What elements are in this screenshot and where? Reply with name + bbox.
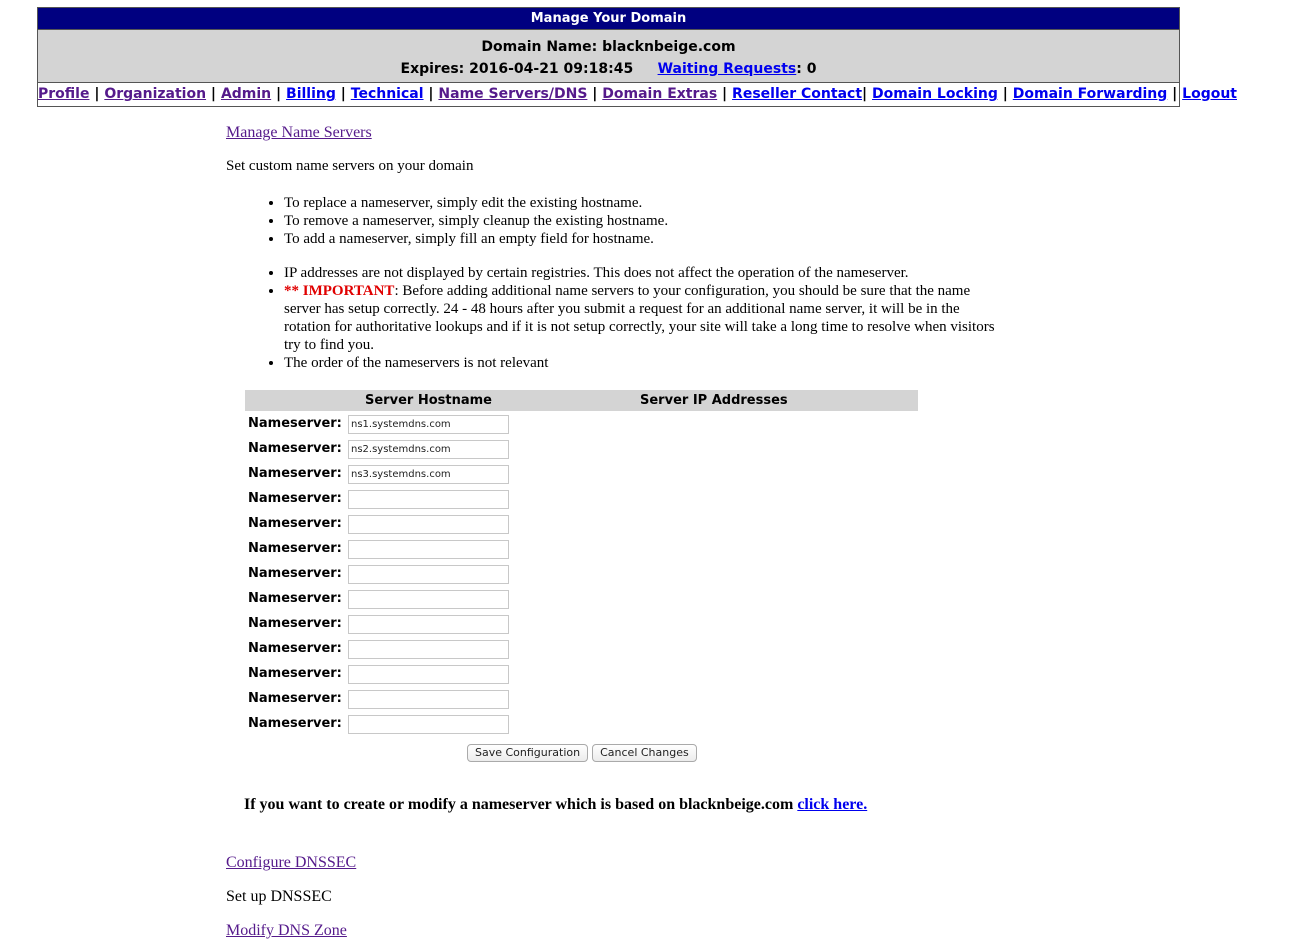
col-server-ip: Server IP Addresses: [640, 393, 788, 408]
important-note: [284, 282, 1004, 354]
domain-info: [38, 30, 1179, 83]
nameserver-hostname-input[interactable]: [348, 615, 509, 634]
instruction-item: • To add a nameserver, simply fill an empty field for hostname.: [284, 230, 1026, 248]
nav-technical[interactable]: Technical: [350, 86, 424, 102]
nav-logout[interactable]: Logout: [1182, 86, 1237, 102]
nameserver-hostname-input[interactable]: [348, 640, 509, 659]
manage-name-servers-link[interactable]: Manage Name Servers: [226, 124, 372, 141]
nameserver-row: [245, 611, 918, 636]
nameserver-hostname-input[interactable]: [348, 515, 509, 534]
main-content: [226, 124, 1026, 372]
nameserver-label: Nameserver:: [248, 641, 342, 656]
nav-domain-locking[interactable]: Domain Locking: [872, 86, 998, 102]
nav-name-servers-dns[interactable]: Name Servers/DNS: [438, 86, 588, 102]
nameserver-hostname-input[interactable]: [348, 415, 509, 434]
nameserver-notes: [226, 264, 1004, 372]
nav-separator: |: [423, 86, 439, 102]
nameserver-label: Nameserver:: [248, 541, 342, 556]
nameserver-label: Nameserver:: [248, 666, 342, 681]
configure-dnssec-link[interactable]: Configure DNSSEC: [226, 854, 357, 871]
nameserver-row: [245, 661, 918, 686]
waiting-requests-link[interactable]: Waiting Requests: [657, 61, 797, 77]
nameserver-label: Nameserver:: [248, 691, 342, 706]
nameserver-label: Nameserver:: [248, 466, 342, 481]
nameserver-hostname-input[interactable]: [348, 665, 509, 684]
nameserver-row: [245, 561, 918, 586]
order-note: • The order of the nameservers is not relevant: [284, 354, 1004, 372]
nameserver-label: Nameserver:: [248, 566, 342, 581]
form-buttons: [467, 741, 701, 762]
nameserver-row: [245, 436, 918, 461]
nameserver-label: Nameserver:: [248, 416, 342, 431]
nav-domain-forwarding[interactable]: Domain Forwarding: [1012, 86, 1168, 102]
ip-note: • IP addresses are not displayed by certain registries. This does not affect the operation of the nameserver.: [284, 264, 1004, 282]
nameserver-row: [245, 536, 918, 561]
dnssec-description: Set up DNSSEC: [226, 888, 332, 905]
save-configuration-button[interactable]: Save Configuration: [467, 744, 588, 762]
nameservers-description: Set custom name servers on your domain: [226, 158, 474, 174]
cancel-changes-button[interactable]: Cancel Changes: [592, 744, 697, 762]
expires-line: Expires: 2016-04-21 09:18:45 Waiting Requests: 0: [400, 61, 817, 77]
nav-reseller-contact[interactable]: Reseller Contact: [732, 86, 863, 102]
nameserver-row: [245, 411, 918, 436]
waiting-requests-count: 0: [806, 61, 817, 77]
nameserver-row: [245, 711, 918, 736]
nav-billing[interactable]: Billing: [286, 86, 336, 102]
nameserver-hostname-input[interactable]: [348, 715, 509, 734]
expires-value: 2016-04-21 09:18:45: [469, 61, 634, 77]
nameserver-row: [245, 486, 918, 511]
nav-separator: |: [335, 86, 351, 102]
domain-name-label: Domain Name:: [481, 39, 598, 55]
nameserver-hostname-input[interactable]: [348, 565, 509, 584]
nameserver-hostname-input[interactable]: [348, 590, 509, 609]
nav-profile[interactable]: Profile: [38, 86, 90, 102]
click-here-link[interactable]: click here.: [797, 796, 868, 813]
nameserver-hostname-input[interactable]: [348, 490, 509, 509]
domain-name-line: [38, 36, 1179, 58]
important-label: ** IMPORTANT: [284, 283, 395, 299]
nav-separator: |: [271, 86, 287, 102]
nameserver-create-note: [244, 796, 867, 814]
manage-domain-header: [37, 7, 1237, 107]
nameserver-hostname-input[interactable]: [348, 440, 509, 459]
nameserver-hostname-input[interactable]: [348, 540, 509, 559]
important-text: : Before adding additional name servers to your configuration, you should be sure that the name server has setup correctly. 24 - 48 hours after you submit a request for an additional name server, it will be in the rotation for authoritative lookups and if it is not setup correctly, your site will take a long time to resolve when visitors try to find you.: [284, 283, 995, 353]
nameserver-instructions: [226, 194, 1026, 248]
nav-separator: |: [1167, 86, 1183, 102]
instruction-item: • To remove a nameserver, simply cleanup the existing hostname.: [284, 212, 1026, 230]
domain-navbar: [38, 83, 1237, 106]
nav-separator: |: [89, 86, 105, 102]
nav-domain-extras[interactable]: Domain Extras: [602, 86, 718, 102]
nav-separator: |: [717, 86, 733, 102]
nameserver-label: Nameserver:: [248, 591, 342, 606]
nav-admin[interactable]: Admin: [220, 86, 272, 102]
nameserver-row: [245, 636, 918, 661]
nameserver-label: Nameserver:: [248, 491, 342, 506]
nameserver-label: Nameserver:: [248, 716, 342, 731]
header-title: Manage Your Domain: [38, 8, 1179, 30]
expires-label: Expires:: [400, 61, 465, 77]
modify-dns-zone-link[interactable]: Modify DNS Zone: [226, 922, 347, 939]
nameserver-create-text: If you want to create or modify a nameserver which is based on blacknbeige.com: [244, 796, 794, 813]
nameserver-rows: [245, 411, 918, 736]
nameserver-row: [245, 461, 918, 486]
nameserver-row: [245, 511, 918, 536]
nav-separator: |: [206, 86, 221, 102]
nav-separator: |: [587, 86, 603, 102]
nameserver-label: Nameserver:: [248, 441, 342, 456]
nav-organization[interactable]: Organization: [104, 86, 207, 102]
nameserver-label: Nameserver:: [248, 616, 342, 631]
nav-separator: |: [997, 86, 1013, 102]
nameserver-table-header: [245, 390, 918, 411]
col-server-hostname: Server Hostname: [365, 393, 492, 408]
nameserver-table: [245, 390, 918, 736]
nameserver-row: [245, 686, 918, 711]
nameserver-hostname-input[interactable]: [348, 465, 509, 484]
instruction-item: • To replace a nameserver, simply edit the existing hostname.: [284, 194, 1026, 212]
nameserver-row: [245, 586, 918, 611]
domain-name-value: blacknbeige.com: [602, 39, 736, 55]
nameserver-hostname-input[interactable]: [348, 690, 509, 709]
nav-separator: |: [862, 86, 873, 102]
nameserver-label: Nameserver:: [248, 516, 342, 531]
